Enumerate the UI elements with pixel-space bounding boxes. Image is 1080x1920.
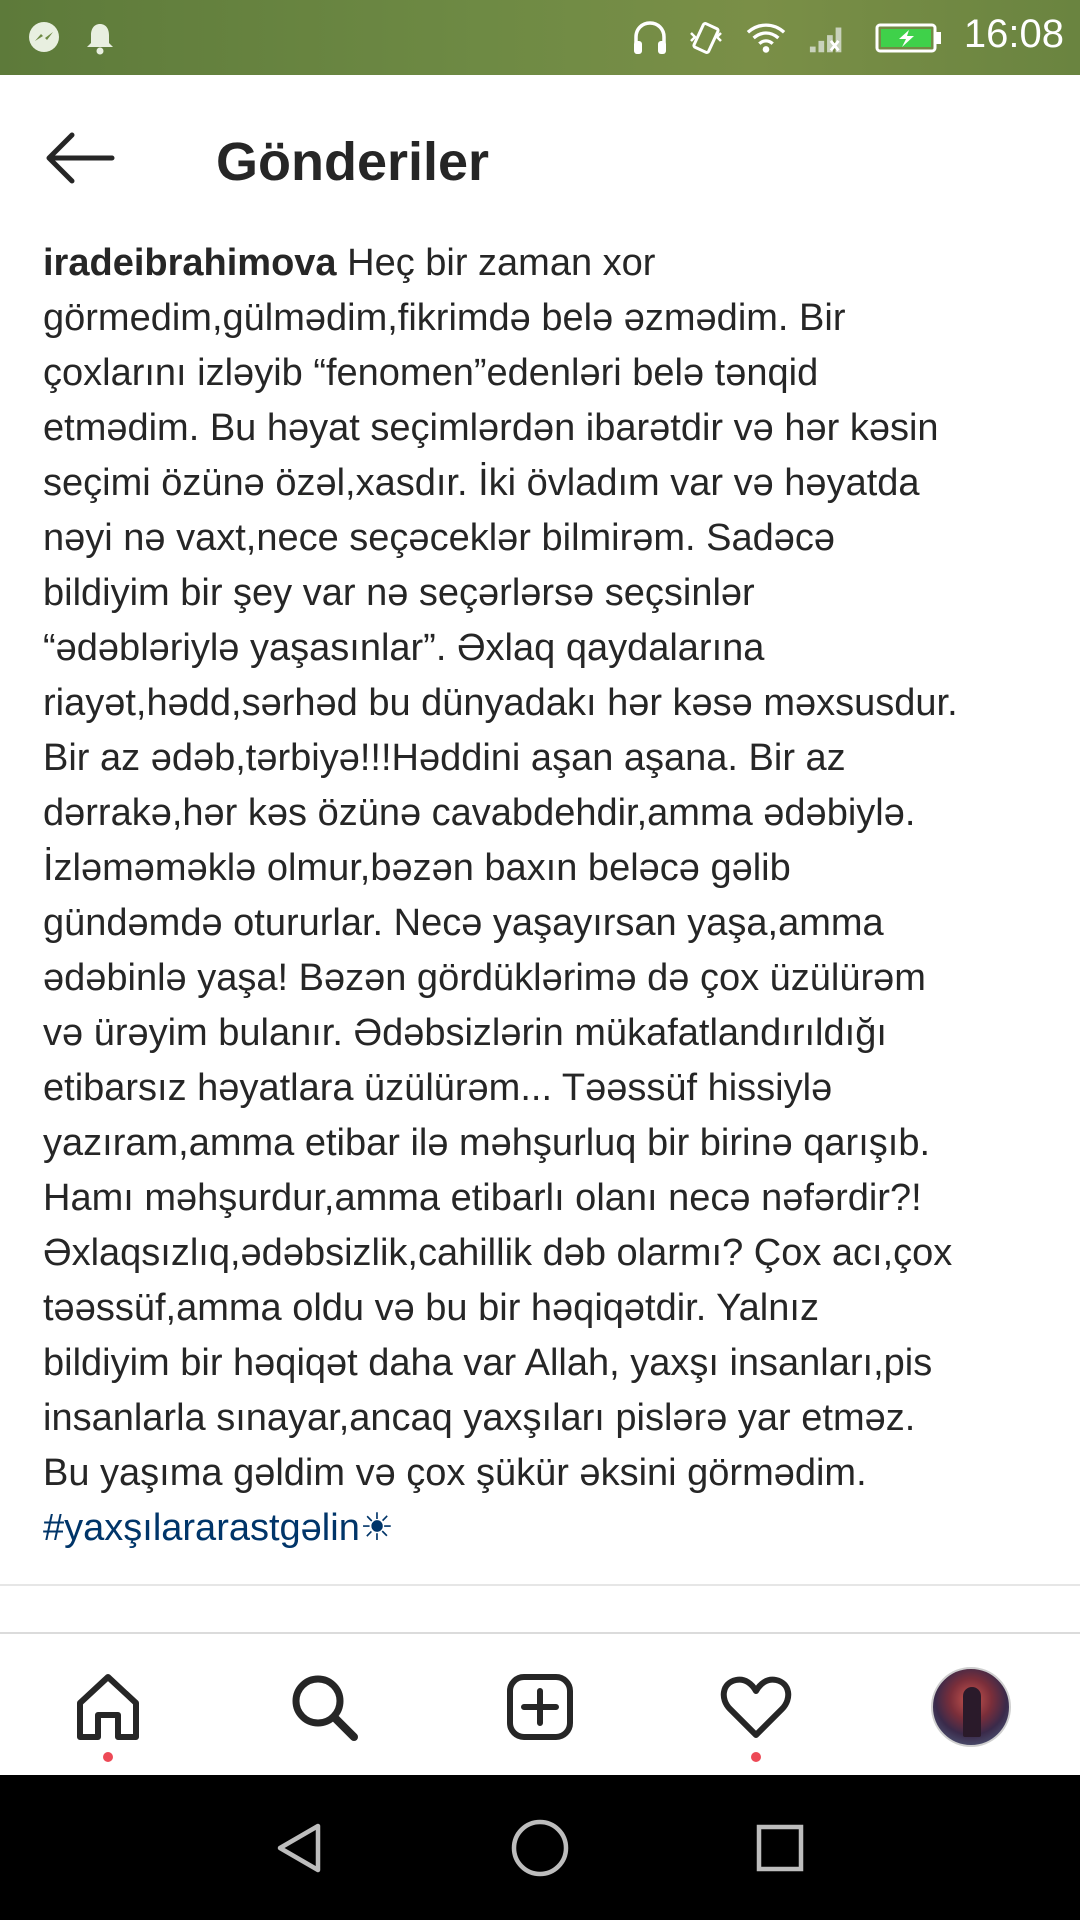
recents-square-icon [750,1818,810,1878]
vibrate-icon [686,18,726,58]
hashtag-link[interactable]: #yaxşılararastgəlin☀ [43,1507,394,1549]
back-triangle-icon [270,1818,330,1878]
caption-line: insanlarla sınayar,ancaq yaxşıları pislərə yar etməz. [43,1397,916,1439]
caption-line: ədəbinlə yaşa! Bəzən gördüklərimə də çox üzülürəm [43,957,926,999]
home-icon [70,1669,146,1745]
status-time: 16:08 [963,12,1064,56]
notification-dot [103,1752,113,1762]
caption-line: İzləməməklə olmur,bəzən baxın beləcə gəlib [43,847,791,889]
caption-line: bildiyim bir həqiqət daha var Allah, yaxşı insanları,pis [43,1342,933,1384]
notification-dot [751,1752,761,1762]
messenger-icon [24,18,64,58]
back-button[interactable] [42,123,122,193]
divider [0,1584,1080,1586]
status-bar [0,0,1080,75]
system-nav-bar [0,1775,1080,1920]
caption-line: yazıram,amma etibar ilə məhşurluq bir birinə qarışıb. [43,1122,931,1164]
heart-icon [718,1669,794,1745]
system-recents-button[interactable] [745,1813,815,1883]
caption-line: çoxlarını izləyib “fenomen”edenləri belə tənqid [43,352,819,394]
caption-line: seçimi özünə özəl,xasdır. İki övladım var və həyatda [43,462,920,504]
caption-line: etibarsız həyatlara üzülürəm... Təəssüf hissiylə [43,1067,833,1109]
bottom-nav [0,1632,1080,1775]
notification-bell-icon [80,18,120,58]
nav-activity-button[interactable] [711,1662,801,1752]
headphones-icon [630,18,670,58]
nav-home-button[interactable] [63,1662,153,1752]
caption-line: Bir az ədəb,tərbiyə!!!Həddini aşan aşana. Bir az [43,737,846,779]
caption-line: nəyi nə vaxt,nece seçəceklər bilmirəm. Sadəcə [43,517,836,559]
battery-charging-icon [874,18,944,58]
caption-line: Hamı məhşurdur,amma etibarlı olanı necə nəfərdir?! [43,1177,922,1219]
signal-icon [808,18,848,58]
wifi-icon [746,18,786,58]
home-circle-icon [508,1816,572,1880]
system-home-button[interactable] [505,1813,575,1883]
post-username[interactable]: iradeibrahimova [43,242,337,284]
nav-search-button[interactable] [279,1662,369,1752]
page-title: Gönderiler [216,132,490,192]
caption-text: Heç bir zaman xor [336,242,656,284]
caption-line: riayət,hədd,sərhəd bu dünyadakı hər kəsə məxsusdur. [43,682,958,724]
caption-line: Bu yaşıma gəldim və çox şükür əksini görmədim. [43,1452,867,1494]
caption-line: bildiyim bir şey var nə seçərlərsə seçsinlər [43,572,755,614]
caption-line [43,236,1043,291]
avatar [931,1667,1011,1747]
caption-line: Əxlaqsızlıq,ədəbsizlik,cahillik dəb olarmı? Çox acı,çox [43,1232,953,1274]
nav-profile-button[interactable] [926,1662,1016,1752]
search-icon [286,1669,362,1745]
app-header [0,75,1080,225]
post-caption [43,236,1043,1556]
caption-line: görmedim,gülmədim,fikrimdə belə əzmədim. Bir [43,297,846,339]
nav-new-post-button[interactable] [495,1662,585,1752]
caption-line: dərrakə,hər kəs özünə cavabdehdir,amma ədəbiylə. [43,792,916,834]
system-back-button[interactable] [265,1813,335,1883]
caption-line: “ədəbləriylə yaşasınlar”. Əxlaq qaydalarına [43,627,765,669]
caption-line: və ürəyim bulanır. Ədəbsizlərin mükafatlandırıldığı [43,1012,887,1054]
caption-line: təəssüf,amma oldu və bu bir həqiqətdir. Yalnız [43,1287,819,1329]
caption-line: etmədim. Bu həyat seçimlərdən ibarətdir və hər kəsin [43,407,939,449]
caption-line: gündəmdə otururlar. Necə yaşayırsan yaşa,amma [43,902,884,944]
arrow-left-icon [42,123,122,193]
add-post-icon [502,1669,578,1745]
